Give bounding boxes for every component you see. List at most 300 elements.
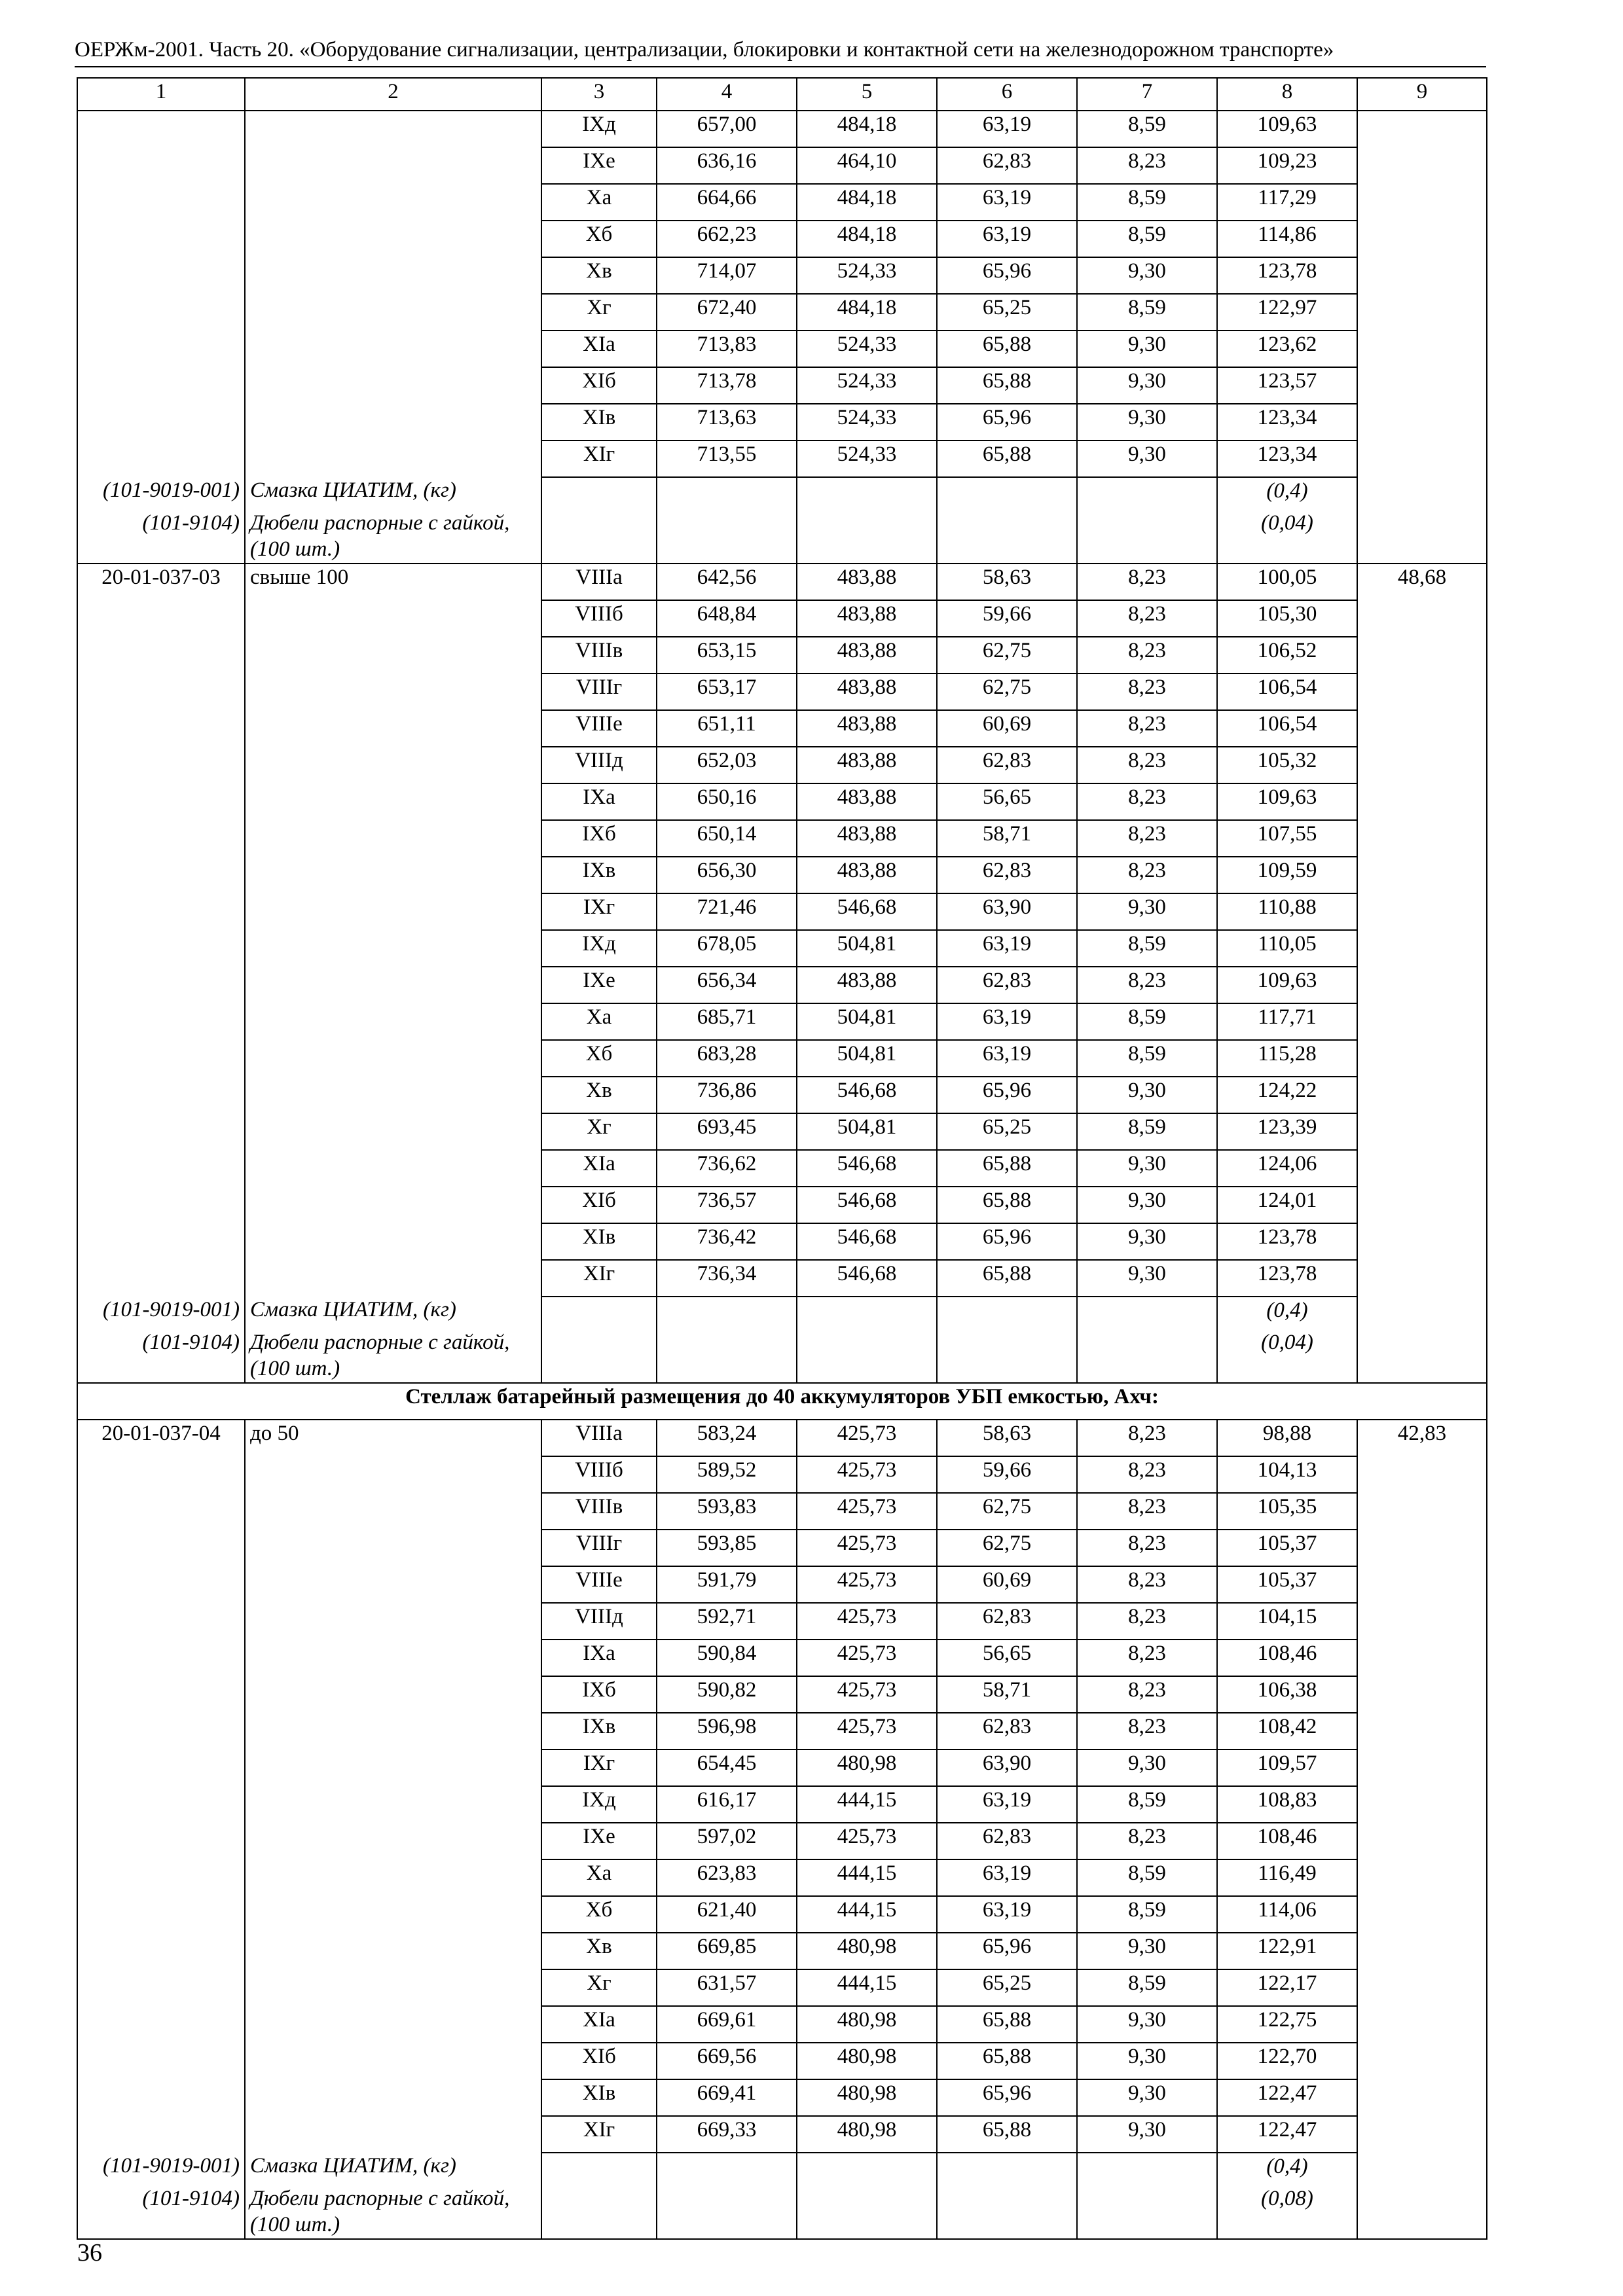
empty-cell: [77, 331, 245, 367]
value-cell: 65,88: [937, 2006, 1077, 2043]
empty-cell: [77, 1933, 245, 1969]
empty-cell: [937, 477, 1077, 510]
value-cell: 480,98: [797, 2043, 937, 2079]
empty-cell: [657, 510, 797, 564]
value-cell: 484,18: [797, 184, 937, 221]
value-cell: 669,41: [657, 2079, 797, 2116]
empty-cell: [245, 1003, 541, 1040]
value-cell: 8,23: [1077, 783, 1217, 820]
value-cell: 8,59: [1077, 1113, 1217, 1150]
table-row: [77, 1150, 1487, 1187]
value-cell: 65,96: [937, 1933, 1077, 1969]
value-cell: 8,23: [1077, 673, 1217, 710]
material-row: [77, 1297, 1487, 1329]
empty-cell: [657, 2185, 797, 2239]
empty-cell: [1357, 1713, 1487, 1749]
value-cell: 105,37: [1217, 1530, 1357, 1566]
value-cell: 105,37: [1217, 1566, 1357, 1603]
value-cell: 62,83: [937, 747, 1077, 783]
value-cell: 59,66: [937, 1456, 1077, 1493]
value-cell: 480,98: [797, 2006, 937, 2043]
empty-cell: [77, 1456, 245, 1493]
empty-cell: [541, 2185, 657, 2239]
material-code: (101-9104): [77, 1329, 245, 1383]
value-cell: 596,98: [657, 1713, 797, 1749]
empty-cell: [77, 367, 245, 404]
value-cell: 653,17: [657, 673, 797, 710]
table-row: [77, 857, 1487, 893]
material-name: Дюбели распорные с гайкой, (100 шт.): [245, 1329, 541, 1383]
value-cell: 669,61: [657, 2006, 797, 2043]
value-cell: 62,83: [937, 1713, 1077, 1749]
zone-code: IXа: [541, 783, 657, 820]
value-cell: 9,30: [1077, 893, 1217, 930]
value-cell: 122,91: [1217, 1933, 1357, 1969]
empty-cell: [245, 857, 541, 893]
empty-cell: [245, 967, 541, 1003]
empty-cell: [77, 710, 245, 747]
empty-cell: [1357, 1530, 1487, 1566]
column-number: 3: [541, 78, 657, 111]
value-cell: 63,90: [937, 893, 1077, 930]
value-cell: 8,23: [1077, 967, 1217, 1003]
value-cell: 114,06: [1217, 1896, 1357, 1933]
table-body: [77, 78, 1487, 2239]
empty-cell: [77, 1040, 245, 1077]
empty-cell: [1357, 637, 1487, 673]
empty-cell: [1357, 1077, 1487, 1113]
column-number: 5: [797, 78, 937, 111]
value-cell: 104,15: [1217, 1603, 1357, 1640]
value-cell: 721,46: [657, 893, 797, 930]
empty-cell: [1357, 1933, 1487, 1969]
value-cell: 8,23: [1077, 147, 1217, 184]
zone-code: VIIIв: [541, 1493, 657, 1530]
zone-code: Xа: [541, 1003, 657, 1040]
empty-cell: [1357, 1566, 1487, 1603]
empty-cell: [245, 2116, 541, 2153]
empty-cell: [245, 1969, 541, 2006]
value-cell: 713,63: [657, 404, 797, 440]
value-cell: 8,23: [1077, 857, 1217, 893]
empty-cell: [245, 1749, 541, 1786]
empty-cell: [937, 2185, 1077, 2239]
value-cell: 480,98: [797, 2079, 937, 2116]
table-row: [77, 600, 1487, 637]
value-cell: 736,86: [657, 1077, 797, 1113]
table-row: [77, 294, 1487, 331]
empty-cell: [77, 1603, 245, 1640]
empty-cell: [1357, 331, 1487, 367]
empty-cell: [77, 2116, 245, 2153]
empty-cell: [1357, 257, 1487, 294]
empty-cell: [1357, 2116, 1487, 2153]
value-cell: 524,33: [797, 440, 937, 477]
table-row: [77, 1003, 1487, 1040]
empty-cell: [77, 1749, 245, 1786]
value-cell: 109,59: [1217, 857, 1357, 893]
value-cell: 8,59: [1077, 930, 1217, 967]
value-cell: 8,23: [1077, 1493, 1217, 1530]
empty-cell: [245, 600, 541, 637]
table-row: [77, 1260, 1487, 1297]
value-cell: 9,30: [1077, 331, 1217, 367]
empty-cell: [1357, 2185, 1487, 2239]
value-cell: 65,88: [937, 2043, 1077, 2079]
value-cell: 483,88: [797, 637, 937, 673]
zone-code: IXд: [541, 111, 657, 147]
value-cell: 664,66: [657, 184, 797, 221]
table-row: [77, 1786, 1487, 1823]
table-row: [77, 1676, 1487, 1713]
empty-cell: [797, 477, 937, 510]
value-cell: 9,30: [1077, 1933, 1217, 1969]
value-cell: 425,73: [797, 1823, 937, 1859]
table-row: [77, 893, 1487, 930]
table-row: [77, 1933, 1487, 1969]
empty-cell: [245, 184, 541, 221]
empty-cell: [937, 1329, 1077, 1383]
value-cell: 106,38: [1217, 1676, 1357, 1713]
material-code: (101-9019-001): [77, 2153, 245, 2185]
value-cell: 65,96: [937, 404, 1077, 440]
value-cell: 669,33: [657, 2116, 797, 2153]
table-row: [77, 1187, 1487, 1223]
zone-code: Xг: [541, 1113, 657, 1150]
empty-cell: [1357, 1896, 1487, 1933]
zone-code: IXе: [541, 147, 657, 184]
zone-code: IXг: [541, 1749, 657, 1786]
table-row: [77, 783, 1487, 820]
column-number: 2: [245, 78, 541, 111]
value-cell: 425,73: [797, 1676, 937, 1713]
zone-code: VIIIг: [541, 673, 657, 710]
value-cell: 484,18: [797, 294, 937, 331]
table-row: [77, 184, 1487, 221]
zone-code: IXе: [541, 967, 657, 1003]
value-cell: 122,47: [1217, 2079, 1357, 2116]
value-cell: 62,83: [937, 1823, 1077, 1859]
empty-cell: [1357, 600, 1487, 637]
empty-cell: [1357, 930, 1487, 967]
value-cell: 106,54: [1217, 710, 1357, 747]
value-cell: 63,19: [937, 184, 1077, 221]
value-cell: 9,30: [1077, 367, 1217, 404]
value-cell: 8,23: [1077, 1823, 1217, 1859]
value-cell: 109,23: [1217, 147, 1357, 184]
empty-cell: [1357, 820, 1487, 857]
labor-value: 42,83: [1357, 1420, 1487, 1456]
material-row: [77, 1329, 1487, 1383]
zone-code: XIв: [541, 2079, 657, 2116]
table-row: [77, 1530, 1487, 1566]
value-cell: 62,75: [937, 637, 1077, 673]
value-cell: 8,23: [1077, 600, 1217, 637]
empty-cell: [77, 1676, 245, 1713]
empty-cell: [1357, 710, 1487, 747]
empty-cell: [1357, 1113, 1487, 1150]
value-cell: 65,88: [937, 1260, 1077, 1297]
value-cell: 105,32: [1217, 747, 1357, 783]
value-cell: 8,59: [1077, 1040, 1217, 1077]
zone-code: Xа: [541, 184, 657, 221]
value-cell: 63,19: [937, 221, 1077, 257]
table-row: [77, 2079, 1487, 2116]
value-cell: 590,84: [657, 1640, 797, 1676]
value-cell: 653,15: [657, 637, 797, 673]
empty-cell: [245, 294, 541, 331]
column-number: 9: [1357, 78, 1487, 111]
empty-cell: [245, 1456, 541, 1493]
value-cell: 65,88: [937, 2116, 1077, 2153]
value-cell: 593,83: [657, 1493, 797, 1530]
value-cell: 65,96: [937, 1223, 1077, 1260]
empty-cell: [797, 1297, 937, 1329]
zone-code: VIIIе: [541, 1566, 657, 1603]
table-row: [77, 673, 1487, 710]
table-row: [77, 367, 1487, 404]
value-cell: 636,16: [657, 147, 797, 184]
empty-cell: [245, 1260, 541, 1297]
value-cell: 669,85: [657, 1933, 797, 1969]
value-cell: 693,45: [657, 1113, 797, 1150]
value-cell: 8,23: [1077, 710, 1217, 747]
empty-cell: [541, 1329, 657, 1383]
value-cell: 106,54: [1217, 673, 1357, 710]
empty-cell: [245, 1713, 541, 1749]
value-cell: 8,23: [1077, 1640, 1217, 1676]
empty-cell: [1357, 2006, 1487, 2043]
empty-cell: [77, 440, 245, 477]
zone-code: Xв: [541, 1077, 657, 1113]
empty-cell: [245, 1150, 541, 1187]
empty-cell: [1357, 294, 1487, 331]
table-row: [77, 1603, 1487, 1640]
empty-cell: [77, 147, 245, 184]
value-cell: 546,68: [797, 1077, 937, 1113]
empty-cell: [245, 637, 541, 673]
value-cell: 8,59: [1077, 1786, 1217, 1823]
empty-cell: [1357, 1003, 1487, 1040]
value-cell: 713,83: [657, 331, 797, 367]
table-row: [77, 930, 1487, 967]
zone-code: Xв: [541, 257, 657, 294]
value-cell: 8,23: [1077, 564, 1217, 600]
value-cell: 56,65: [937, 1640, 1077, 1676]
value-cell: 483,88: [797, 783, 937, 820]
value-cell: 63,19: [937, 1896, 1077, 1933]
value-cell: 63,19: [937, 111, 1077, 147]
empty-cell: [541, 477, 657, 510]
empty-cell: [77, 294, 245, 331]
value-cell: 9,30: [1077, 404, 1217, 440]
empty-cell: [1357, 967, 1487, 1003]
value-cell: 105,35: [1217, 1493, 1357, 1530]
zone-code: XIв: [541, 1223, 657, 1260]
value-cell: 9,30: [1077, 2079, 1217, 2116]
value-cell: 504,81: [797, 1113, 937, 1150]
empty-cell: [245, 1223, 541, 1260]
value-cell: 109,57: [1217, 1749, 1357, 1786]
empty-cell: [797, 2185, 937, 2239]
empty-cell: [1357, 1260, 1487, 1297]
zone-code: XIа: [541, 1150, 657, 1187]
value-cell: 9,30: [1077, 2006, 1217, 2043]
column-number: 6: [937, 78, 1077, 111]
value-cell: 444,15: [797, 1859, 937, 1896]
empty-cell: [245, 1823, 541, 1859]
empty-cell: [1357, 1749, 1487, 1786]
empty-cell: [77, 747, 245, 783]
value-cell: 8,23: [1077, 1603, 1217, 1640]
value-cell: 425,73: [797, 1713, 937, 1749]
empty-cell: [541, 510, 657, 564]
empty-cell: [245, 820, 541, 857]
value-cell: 108,46: [1217, 1823, 1357, 1859]
zone-code: Xб: [541, 221, 657, 257]
table-row: [77, 1456, 1487, 1493]
material-name: Смазка ЦИАТИМ, (кг): [245, 1297, 541, 1329]
value-cell: 105,30: [1217, 600, 1357, 637]
empty-cell: [77, 257, 245, 294]
empty-cell: [77, 857, 245, 893]
empty-cell: [77, 820, 245, 857]
zone-code: Xг: [541, 1969, 657, 2006]
empty-cell: [541, 1297, 657, 1329]
value-cell: 8,23: [1077, 1420, 1217, 1456]
value-cell: 62,75: [937, 673, 1077, 710]
table-row: [77, 1077, 1487, 1113]
empty-cell: [1077, 1329, 1217, 1383]
empty-cell: [77, 1223, 245, 1260]
value-cell: 593,85: [657, 1530, 797, 1566]
value-cell: 444,15: [797, 1969, 937, 2006]
value-cell: 106,52: [1217, 637, 1357, 673]
value-cell: 9,30: [1077, 1223, 1217, 1260]
zone-code: IXе: [541, 1823, 657, 1859]
empty-cell: [245, 783, 541, 820]
zone-code: Xг: [541, 294, 657, 331]
value-cell: 108,42: [1217, 1713, 1357, 1749]
empty-cell: [1357, 673, 1487, 710]
value-cell: 621,40: [657, 1896, 797, 1933]
value-cell: 58,71: [937, 820, 1077, 857]
empty-cell: [77, 1713, 245, 1749]
table-row: [77, 967, 1487, 1003]
value-cell: 62,83: [937, 857, 1077, 893]
value-cell: 62,83: [937, 967, 1077, 1003]
empty-cell: [1077, 2153, 1217, 2185]
zone-code: VIIIб: [541, 1456, 657, 1493]
empty-cell: [77, 1969, 245, 2006]
value-cell: 483,88: [797, 857, 937, 893]
empty-cell: [245, 1640, 541, 1676]
empty-cell: [1357, 747, 1487, 783]
value-cell: 8,23: [1077, 1530, 1217, 1566]
value-cell: 123,78: [1217, 1223, 1357, 1260]
empty-cell: [77, 1187, 245, 1223]
empty-cell: [77, 1113, 245, 1150]
material-qty: (0,08): [1217, 2185, 1357, 2239]
zone-code: VIIIб: [541, 600, 657, 637]
value-cell: 648,84: [657, 600, 797, 637]
value-cell: 63,19: [937, 1786, 1077, 1823]
zone-code: VIIIг: [541, 1530, 657, 1566]
column-number: 1: [77, 78, 245, 111]
value-cell: 65,96: [937, 257, 1077, 294]
zone-code: XIг: [541, 2116, 657, 2153]
material-code: (101-9104): [77, 510, 245, 564]
zone-code: VIIIв: [541, 637, 657, 673]
empty-cell: [77, 783, 245, 820]
zone-code: VIIIа: [541, 564, 657, 600]
empty-cell: [657, 477, 797, 510]
empty-cell: [245, 2043, 541, 2079]
value-cell: 623,83: [657, 1859, 797, 1896]
empty-cell: [1357, 184, 1487, 221]
rates-table: [77, 77, 1487, 2240]
empty-cell: [77, 1859, 245, 1896]
value-cell: 98,88: [1217, 1420, 1357, 1456]
table-row: [77, 331, 1487, 367]
value-cell: 504,81: [797, 1040, 937, 1077]
material-qty: (0,04): [1217, 1329, 1357, 1383]
table-row: [77, 637, 1487, 673]
zone-code: XIб: [541, 1187, 657, 1223]
empty-cell: [1357, 1456, 1487, 1493]
empty-cell: [77, 673, 245, 710]
empty-cell: [245, 1786, 541, 1823]
empty-cell: [245, 404, 541, 440]
material-code: (101-9019-001): [77, 477, 245, 510]
value-cell: 546,68: [797, 1260, 937, 1297]
value-cell: 524,33: [797, 367, 937, 404]
empty-cell: [1357, 367, 1487, 404]
empty-cell: [1357, 1969, 1487, 2006]
value-cell: 8,59: [1077, 111, 1217, 147]
table-row: [77, 1640, 1487, 1676]
value-cell: 123,57: [1217, 367, 1357, 404]
empty-cell: [245, 2006, 541, 2043]
value-cell: 9,30: [1077, 1187, 1217, 1223]
empty-cell: [77, 2006, 245, 2043]
empty-cell: [77, 404, 245, 440]
value-cell: 480,98: [797, 1933, 937, 1969]
value-cell: 736,34: [657, 1260, 797, 1297]
value-cell: 651,11: [657, 710, 797, 747]
table-row: [77, 1223, 1487, 1260]
value-cell: 8,23: [1077, 1713, 1217, 1749]
page-header-title: ОЕРЖм-2001. Часть 20. «Оборудование сигнализации, централизации, блокировки и контактной сети на железнодорожном транспорте»: [75, 38, 1334, 62]
empty-cell: [245, 2079, 541, 2116]
value-cell: 107,55: [1217, 820, 1357, 857]
value-cell: 65,88: [937, 367, 1077, 404]
table-row: [77, 1113, 1487, 1150]
value-cell: 62,75: [937, 1493, 1077, 1530]
value-cell: 8,23: [1077, 1456, 1217, 1493]
empty-cell: [1357, 404, 1487, 440]
empty-cell: [245, 1040, 541, 1077]
empty-cell: [1357, 1297, 1487, 1329]
value-cell: 546,68: [797, 1223, 937, 1260]
empty-cell: [245, 1859, 541, 1896]
value-cell: 480,98: [797, 2116, 937, 2153]
material-qty: (0,4): [1217, 2153, 1357, 2185]
empty-cell: [657, 1329, 797, 1383]
empty-cell: [245, 747, 541, 783]
column-number: 7: [1077, 78, 1217, 111]
empty-cell: [245, 1493, 541, 1530]
